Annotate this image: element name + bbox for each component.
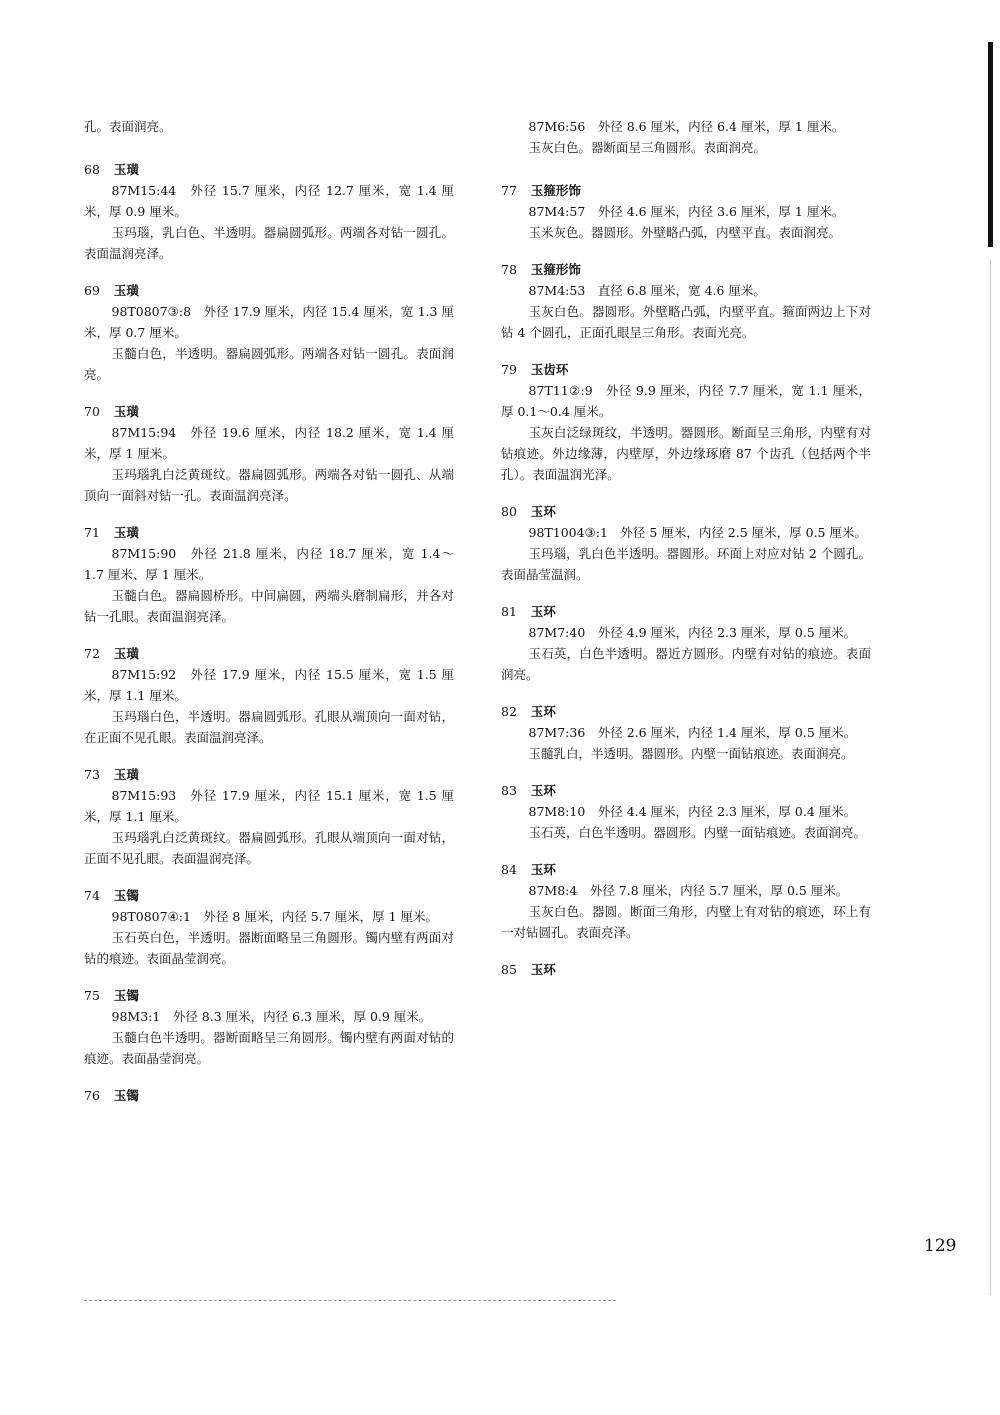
- entry-line: 玉灰白色。器圆。断面三角形，内壁上有对钻的痕迹，环上有一对钻圆孔。表面亮泽。: [501, 904, 871, 940]
- catalog-entry: [84, 401, 454, 506]
- entry-number: 72: [84, 646, 100, 661]
- catalog-entry: [501, 359, 871, 485]
- left-entries: [84, 159, 454, 1106]
- entry-heading: [501, 359, 871, 380]
- catalog-entry: [501, 701, 871, 764]
- entry-line: 玉髓乳白，半透明。器圆形。内壁一面钻痕迹。表面润亮。: [528, 746, 854, 761]
- catalog-entry: [84, 885, 454, 969]
- entry-heading: [84, 643, 454, 664]
- bottom-rule: [84, 1300, 616, 1302]
- entry-line: 玉髓白色，半透明。器扁圆弧形。两端各对钻一圆孔。表面润亮。: [84, 346, 454, 382]
- right-fragment: [501, 116, 871, 158]
- entry-line: 玉石英白色，半透明。器断面略呈三角圆形。镯内壁有两面对钻的痕迹。表面晶莹润亮。: [84, 930, 454, 966]
- catalog-entry: [501, 859, 871, 943]
- entry-heading: [501, 701, 871, 722]
- entry-number: 73: [84, 767, 100, 782]
- entry-number: 83: [501, 783, 517, 798]
- entry-number: 77: [501, 183, 517, 198]
- entry-line: 87M15:92 外径 17.9 厘米，内径 15.5 厘米，宽 1.5 厘米，厚 1.1 厘米。: [84, 667, 454, 703]
- entry-line: 玉髓白色半透明。器断面略呈三角圆形。镯内壁有两面对钻的痕迹。表面晶莹润亮。: [84, 1030, 454, 1066]
- entry-line: 87M7:40 外径 4.9 厘米，内径 2.3 厘米，厚 0.5 厘米。: [528, 625, 857, 640]
- entry-line: 87M4:53 直径 6.8 厘米，宽 4.6 厘米。: [528, 283, 766, 298]
- entry-title: 玉镯: [113, 888, 139, 903]
- entry-line: 玉米灰色。器圆形。外壁略凸弧，内壁平直。表面润亮。: [528, 225, 842, 240]
- entry-heading: [84, 522, 454, 543]
- entry-title: 玉璜: [113, 767, 139, 782]
- left-fragment: 孔。表面润亮。: [84, 119, 172, 134]
- entry-title: 玉环: [530, 604, 556, 619]
- entry-line: 玉玛瑙乳白泛黄斑纹。器扁圆弧形。孔眼从端顶向一面对钻，正面不见孔眼。表面温润亮泽。: [84, 830, 454, 866]
- entry-title: 玉箍形饰: [530, 183, 581, 198]
- entry-line: 87T11②:9 外径 9.9 厘米，内径 7.7 厘米，宽 1.1 厘米，厚 0.1～0.4 厘米。: [501, 383, 871, 419]
- entry-number: 80: [501, 504, 517, 519]
- entry-title: 玉环: [530, 962, 556, 977]
- catalog-entry: [84, 159, 454, 264]
- entry-line: 98T0807④:1 外径 8 厘米，内径 5.7 厘米，厚 1 厘米。: [111, 909, 439, 924]
- entry-heading: [84, 1085, 454, 1106]
- entry-heading: [501, 259, 871, 280]
- page-edge-bar: [988, 42, 993, 247]
- entry-line: 玉髓白色。器扁圆桥形。中间扁圆，两端头磨制扁形，并各对钻一孔眼。表面温润亮泽。: [84, 588, 454, 624]
- catalog-entry: [501, 501, 871, 585]
- entry-title: 玉镯: [113, 1088, 139, 1103]
- entry-title: 玉环: [530, 504, 556, 519]
- catalog-entry: [501, 959, 871, 980]
- page-edge-line: [990, 260, 991, 1295]
- entry-heading: [501, 959, 871, 980]
- entry-line: 87M15:94 外径 19.6 厘米，内径 18.2 厘米，宽 1.4 厘米，厚 1 厘米。: [84, 425, 454, 461]
- catalog-entry: [84, 643, 454, 748]
- entry-line: 98T0807③:8 外径 17.9 厘米，内径 15.4 厘米，宽 1.3 厘米，厚 0.7 厘米。: [84, 304, 454, 340]
- entry-title: 玉璜: [113, 283, 139, 298]
- entry-number: 79: [501, 362, 517, 377]
- catalog-entry: [84, 280, 454, 385]
- entry-number: 69: [84, 283, 100, 298]
- entry-heading: [84, 764, 454, 785]
- entry-number: 84: [501, 862, 517, 877]
- catalog-entry: [84, 764, 454, 869]
- catalog-entry: [84, 985, 454, 1069]
- entry-number: 76: [84, 1088, 100, 1103]
- entry-title: 玉箍形饰: [530, 262, 581, 277]
- entry-line: 玉石英，白色半透明。器圆形。内壁一面钻痕迹。表面润亮。: [528, 825, 867, 840]
- entry-heading: [84, 401, 454, 422]
- entry-line: 87M15:90 外径 21.8 厘米，内径 18.7 厘米，宽 1.4～1.7 厘米、厚 1 厘米。: [84, 546, 454, 582]
- entry-heading: [501, 601, 871, 622]
- page-number: 129: [924, 1236, 957, 1256]
- entry-title: 玉璜: [113, 525, 139, 540]
- right-fragment-line: 87M6:56 外径 8.6 厘米，内径 6.4 厘米，厚 1 厘米。: [528, 119, 845, 134]
- entry-line: 87M8:10 外径 4.4 厘米，内径 2.3 厘米，厚 0.4 厘米。: [528, 804, 857, 819]
- right-entries: [501, 180, 871, 980]
- entry-line: 玉玛瑙，乳白色、半透明。器扁圆弧形。两端各对钻一圆孔。表面温润亮泽。: [84, 225, 454, 261]
- entry-title: 玉环: [530, 862, 556, 877]
- entry-heading: [501, 780, 871, 801]
- catalog-entry: [501, 780, 871, 843]
- entry-title: 玉璜: [113, 404, 139, 419]
- left-column: [84, 116, 454, 1122]
- entry-line: 87M8:4 外径 7.8 厘米，内径 5.7 厘米，厚 0.5 厘米。: [528, 883, 849, 898]
- entry-title: 玉环: [530, 704, 556, 719]
- entry-line: 玉玛瑙白色，半透明。器扁圆弧形。孔眼从端顶向一面对钻，在正面不见孔眼。表面温润亮泽。: [84, 709, 454, 745]
- entry-line: 87M7:36 外径 2.6 厘米，内径 1.4 厘米，厚 0.5 厘米。: [528, 725, 857, 740]
- entry-heading: [84, 985, 454, 1006]
- entry-line: 玉玛瑙乳白泛黄斑纹。器扁圆弧形。两端各对钻一圆孔、从端顶向一面斜对钻一孔。表面温润亮泽。: [84, 467, 454, 503]
- entry-heading: [501, 859, 871, 880]
- entry-number: 82: [501, 704, 517, 719]
- entry-number: 71: [84, 525, 100, 540]
- catalog-entry: [501, 180, 871, 243]
- entry-number: 68: [84, 162, 100, 177]
- entry-heading: [501, 180, 871, 201]
- entry-number: 75: [84, 988, 100, 1003]
- entry-line: 玉灰白色。器圆形。外壁略凸弧，内壁平直。箍面两边上下对钻 4 个圆孔，正面孔眼呈三角形。表面光亮。: [501, 304, 871, 340]
- entry-number: 81: [501, 604, 517, 619]
- entry-line: 87M15:93 外径 17.9 厘米，内径 15.1 厘米，宽 1.5 厘米，厚 1.1 厘米。: [84, 788, 454, 824]
- entry-line: 87M4:57 外径 4.6 厘米，内径 3.6 厘米，厚 1 厘米。: [528, 204, 845, 219]
- right-column: [501, 116, 871, 996]
- entry-line: 98M3:1 外径 8.3 厘米，内径 6.3 厘米，厚 0.9 厘米。: [111, 1009, 432, 1024]
- entry-title: 玉璜: [113, 162, 139, 177]
- entry-heading: [84, 885, 454, 906]
- entry-line: 玉玛瑙，乳白色半透明。器圆形。环面上对应对钻 2 个圆孔。表面晶莹温润。: [501, 546, 871, 582]
- right-fragment-line: 玉灰白色。器断面呈三角圆形。表面润亮。: [528, 140, 767, 155]
- entry-title: 玉璜: [113, 646, 139, 661]
- entry-heading: [84, 280, 454, 301]
- entry-title: 玉齿环: [530, 362, 569, 377]
- entry-line: 玉灰白泛绿斑纹，半透明。器圆形。断面呈三角形，内壁有对钻痕迹。外边缘薄，内壁厚，外边缘琢磨 87 个齿孔（包括两个半孔）。表面温润光泽。: [501, 425, 871, 482]
- catalog-entry: [84, 522, 454, 627]
- entry-line: 98T1004③:1 外径 5 厘米，内径 2.5 厘米，厚 0.5 厘米。: [528, 525, 867, 540]
- entry-title: 玉环: [530, 783, 556, 798]
- entry-heading: [84, 159, 454, 180]
- entry-number: 74: [84, 888, 100, 903]
- catalog-entry: [84, 1085, 454, 1106]
- entry-heading: [501, 501, 871, 522]
- catalog-entry: [501, 259, 871, 343]
- entry-number: 78: [501, 262, 517, 277]
- entry-title: 玉镯: [113, 988, 139, 1003]
- catalog-entry: [501, 601, 871, 685]
- entry-number: 70: [84, 404, 100, 419]
- entry-number: 85: [501, 962, 517, 977]
- entry-line: 玉石英，白色半透明。器近方圆形。内壁有对钻的痕迹。表面润亮。: [501, 646, 871, 682]
- entry-line: 87M15:44 外径 15.7 厘米，内径 12.7 厘米，宽 1.4 厘米，厚 0.9 厘米。: [84, 183, 454, 219]
